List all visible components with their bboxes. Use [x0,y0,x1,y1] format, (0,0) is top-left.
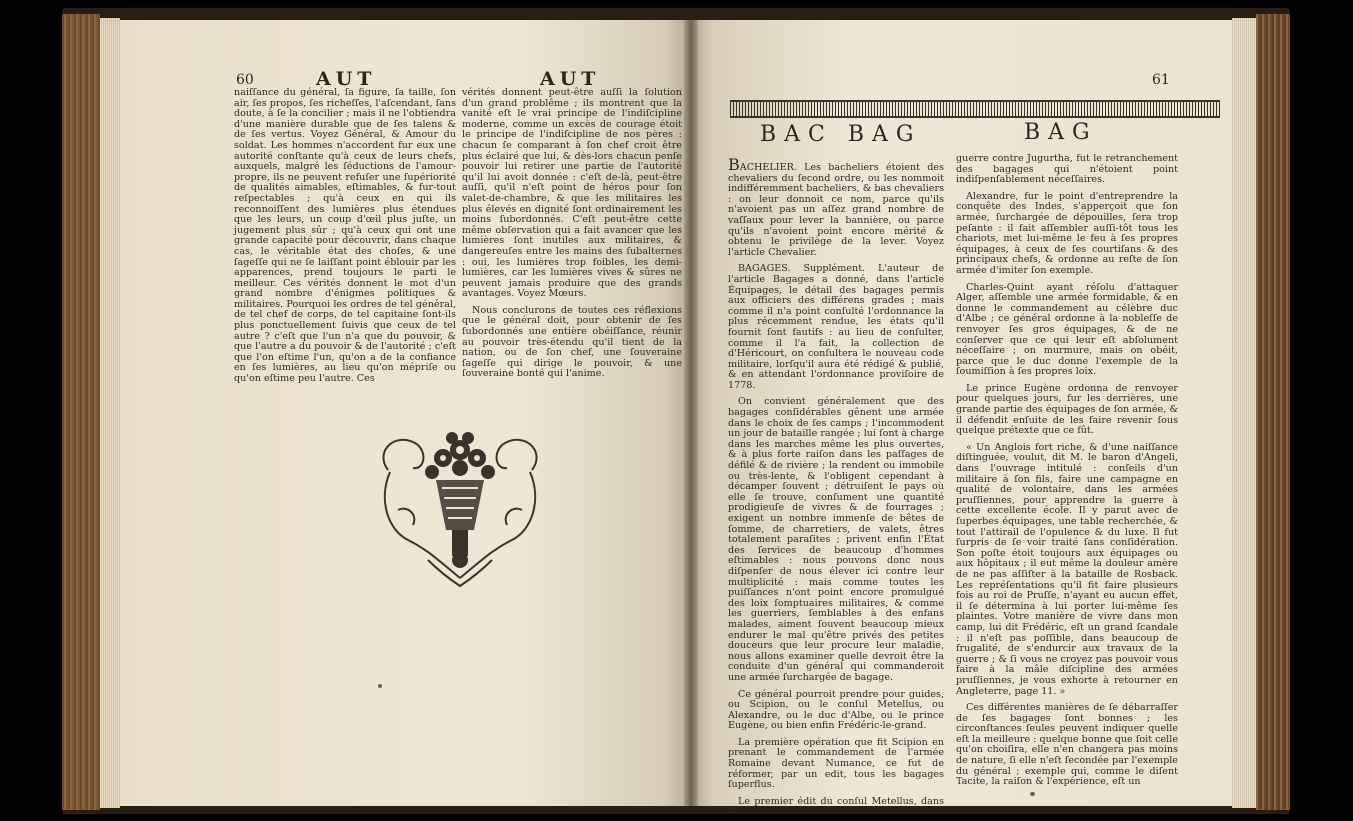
paragraph-text: ACHELIER. Les bacheliers étoient des chevaliers du ſecond ordre, ou les nommoit indifféremment bacheliers, & bas chevaliers : on leur donnoit ce nom, parce qu'ils n'avoient pas un aſſez grand nombre de vaſſaux pour lever la bannière, ou parce qu'ils n'avoient point encore mérité & obtenu le privilège de la lever. Voyez l'article Chevalier. [728,162,944,258]
left-page-column-2 [462,87,682,380]
ink-speck [378,684,382,688]
stain-mark [1030,792,1035,796]
paragraph: Ces différentes manières de ſe débarraſſer de ſes bagages ſont bonnes ; les circonſtances ſeules peuvent indiquer quelle eſt la meilleure : quelque bonne que ſoit celle qu'on choiſira, elle n'en changera pas moins de nature, ſi elle n'eſt ſecondée par l'exemple du général ; exemple qui, comme le diſent Tacite, la raiſon & l'expérience, eſt un [956,702,1178,788]
paragraph: Le prince Eugène ordonna de renvoyer pour quelques jours, fur les derrières, une grande partie des équipages de ſon armée, & il défendit enſuite de les faire revenir ſous quelque prétexte que ce fût. [956,382,1178,437]
paragraph: Alexandre, fur le point d'entreprendre la conquête des Indes, s'apperçoit que ſon armée, ſurchargée de dépouilles, ſera trop peſante : il fait aſſembler auſſi-tôt tous les chariots, met lui-même le feu à ſes propres équipages, à ceux de ſes courtiſans & des principaux chefs, & ordonne au reſte de ſon armée d'imiter ſon exemple. [956,190,1178,276]
flower-basket-vignette-icon [368,410,552,590]
left-page-stack [100,18,120,808]
paragraph: naiſſance du général, ſa figure, ſa taille, ſon air, ſes propos, ſes richeſſes, l'aſcendant, ſans doute, à ſe la concilier ; mais il ne l'obtiendra d'une manière durable que de ſes talens & de ſes vertus. Voyez Général, & Amour du soldat. Les hommes n'accordent fur eux une autorité conſtante qu'à ceux de leurs chefs, auxquels, malgré les ſéductions de l'amour-propre, ils ne peuvent refuſer une ſupériorité de qualités aimables, eſtimables, & fur-tout reſpectables ; qu'à ceux en qui ils reconnoiſſent des lumières plus étendues que les leurs, un coup d'œil plus juſte, un jugement plus sûr ; qu'à ceux qui ont une grande capacité pour découvrir, dans chaque cas, le véritable état des choſes, & une ſageſſe qui ne ſe laiſſant point éblouir par les apparences, prend toujours le parti le meilleur. Ces vérités donnent le mot d'un grand nombre d'énigmes politiques & militaires. Pourquoi les ordres de tel général, de tel chef de corps, de tel capitaine ſont-ils plus ponctuellement ſuivis que ceux de tel autre ? c'eſt que l'un n'a que du pouvoir, & que l'autre a du pouvoir & de l'autorité ; c'eſt que l'on eſtime l'un, qu'on a de la confiance en ſes lumières, au lieu qu'on mépriſe ou qu'on eſtime peu l'autre. Ces [234,87,456,385]
headpiece-rule [730,100,1220,118]
page-number-right: 61 [1152,72,1170,88]
section-head-right: BAG [1024,120,1098,145]
right-page-column-2 [956,153,1178,788]
running-head-left-col2: AUT [540,68,601,90]
paragraph: Le premier édit du conſul Metellus, dans la [728,795,944,818]
paragraph: guerre contre Jugurtha, fut le retranchement des bagages qui n'étoient point indiſpenſablement néceſſaires. [956,153,1178,186]
right-page-column-1 [728,155,944,818]
paragraph: Nous conclurons de toutes ces réflexions que le général doit, pour obtenir de ſes ſubordonnés une entière obéiſſance, réunir au pouvoir très-étendu qu'il tient de la nation, ou de ſon chef, une ſouveraine ſageſſe qui dirige le pouvoir, & une ſouveraine bonté qui l'anime. [462,304,682,380]
paragraph: vérités donnent peut-être auſſi la ſolution d'un grand problême ; ils montrent que la vanité eſt le vrai principe de l'indiſcipline moderne, comme un excès de courage étoit le principe de l'indiſcipline de nos pères : chacun ſe comparant à ſon chef croit être plus éclairé que lui, & dès-lors chacun penſe pouvoir lui retirer une partie de l'autorité qu'il lui avoit donnée : c'eſt de-là, peut-être auſſi, qu'il n'eſt point de héros pour ſon valet-de-chambre, & que les militaires les plus élevés en dignité ſont ordinairement les moins ſubordonnés. C'eſt peut-être cette même obſervation qui a fait avancer que les lumières ſont inutiles aux militaires, & dangereuſes entre les mains des ſubalternes : oui, les lumières trop foibles, les demi-lumières, car les lumières vives & sûres ne peuvent jamais produire que des grands avantages. Voyez Mœurs. [462,87,682,300]
right-page-stack [1232,18,1256,808]
right-board-edge [1256,14,1290,810]
paragraph-bachelier [728,155,944,258]
section-head-left: BAC BAG [760,122,922,147]
paragraph: Charles-Quint ayant réſolu d'attaquer Alger, aſſemble une armée formidable, & en donne le commandement au célèbre duc d'Albe ; ce général ordonne à la nobleſſe de renvoyer ſes gros équipages, & de ne conſerver que ce qui leur eſt abſolument néceſſaire ; on murmure, mais on obéit, parce que le duc donne l'exemple de la ſoumiſſion à ſes propres loix. [956,281,1178,378]
book-gutter [684,20,698,806]
paragraph: La première opération que fit Scipion en prenant le commandement de l'armée Romaine devant Numance, ce fut de réformer, par un edit, tous les bagages ſuperflus. [728,736,944,791]
paragraph: BAGAGES. Supplément. L'auteur de l'article Bagages a donné, dans l'article Équipages, le détail des bagages permis aux officiers des différens grades ; mais comme il n'a point conſulté l'ordonnance la plus récemment rendue, les états qu'il fournit ſont fautifs : au lieu de conſulter, comme il l'a fait, la collection de d'Héricourt, on conſultera le nouveau code militaire, lorſqu'il aura été rédigé & publié, & en attendant l'ordonnance proviſoire de 1778. [728,263,944,391]
left-board-edge [62,14,100,810]
page-number-left: 60 [236,72,254,88]
drop-cap: B [728,155,740,174]
left-page-column-1 [234,87,456,385]
paragraph: On convient généralement que des bagages conſidérables gênent une armée dans le choix de ſes camps ; l'incommodent un jour de bataille rangée ; lui ſont à charge dans les marches même les plus ouvertes, & à plus forte raiſon dans les paſſages de défilé & de rivière ; la rendent ou immobile ou très-lente, & l'obligent cependant à décamper ſouvent ; détruiſent le pays où elle ſe trouve, conſument une quantité prodigieuſe de vivres & de fourrages ; exigent un nombre immenſe de bêtes de ſomme, de charretiers, de valets, êtres totalement paraſites ; privent enfin l'État des ſervices de beaucoup d'hommes eſtimables : nous pouvons donc nous diſpenſer de nous élever ici contre leur multiplicité : mais comme toutes les puiſſances n'ont point encore promulgué des loix ſomptuaires militaires, & comme les guerriers, ſemblables à des enfans malades, aiment ſouvent beaucoup mieux endurer le mal qu'être privés des petites douceurs que leur procure leur maladie, nous allons examiner quelle devroit être la conduite d'un général qui commanderoit une armée ſurchargée de bagage. [728,396,944,683]
paragraph: Ce général pourroit prendre pour guides, ou Scipion, ou le conſul Metellus, ou Alexandre, ou le duc d'Albe, ou le prince Eugène, ou bien enfin Frédéric-le-grand. [728,688,944,732]
paragraph: « Un Anglois fort riche, & d'une naiſſance diſtinguée, voulut, dit M. le baron d'Angeli, dans l'ouvrage intitulé : conſeils d'un militaire à ſon fils, faire une campagne en qualité de volontaire, dans les armées pruſſiennes, pour apprendre la guerre à cette excellente école. Il y parut avec de ſuperbes équipages, une table recherchée, & tout l'attirail de l'opulence & du luxe. Il fut ſurpris de ſe voir traité ſans conſidération. Son poſte étoit toujours aux équipages ou aux hôpitaux ; il eut même la douleur amère de ne pas aſſiſter à la bataille de Rosback. Les repréſentations qu'il fit faire plusieurs fois au roi de Pruſſe, n'ayant eu aucun effet, il ſe détermina à lui porter lui-même ſes plaintes. Votre manière de vivre dans mon camp, lui dit Frédéric, eſt un grand ſcandale : il n'eſt pas poſſible, dans beaucoup de frugalité, de s'endurcir aux travaux de la guerre ; & ſi vous ne croyez pas pouvoir vous faire à la mâle diſcipline des armées pruſſiennes, je vous exhorte à retourner en Angleterre, page 11. » [956,441,1178,697]
running-head-left-col1: AUT [316,68,377,90]
